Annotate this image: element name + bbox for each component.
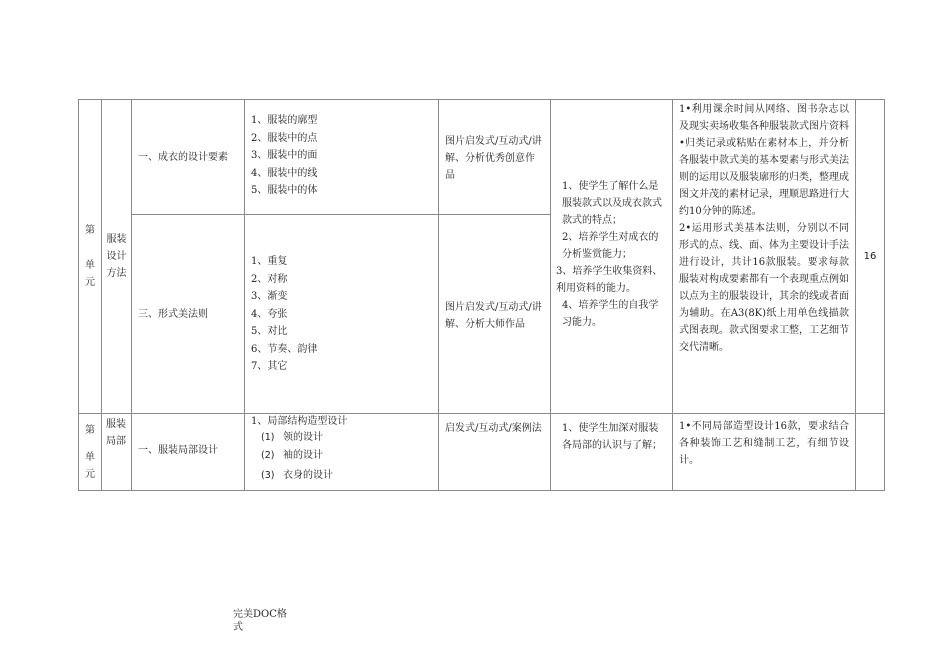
content-sublist	[245, 429, 438, 485]
unit-label-char: 单	[85, 259, 95, 271]
goals-cell	[551, 100, 673, 414]
method-text: 图片启发式/互动式/讲解、分析大师作品	[445, 302, 542, 330]
course-plan-table	[78, 99, 885, 491]
content-item: 1、重复	[251, 256, 288, 267]
content-item: 4、夸张	[251, 308, 288, 320]
tasks-cell	[673, 100, 856, 414]
goal-item: 3、培养学生收集资料、利用资料的能力。	[556, 266, 663, 294]
goals-cell	[551, 414, 673, 491]
content-item: 7、其它	[251, 361, 288, 372]
content-cell	[245, 215, 439, 414]
hours-cell	[856, 100, 885, 414]
footer-line: 完美DOC格	[233, 609, 287, 620]
section-label-line: 方法	[106, 267, 127, 279]
unit1-section-cell	[102, 100, 132, 414]
content-subitem: (2) 袖的设计	[261, 449, 323, 461]
footer-line: 式	[233, 622, 243, 633]
topic-cell	[132, 215, 245, 414]
content-item: 4、服装中的线	[251, 167, 318, 179]
section-label-line: 设计	[106, 250, 127, 262]
unit-label-char: 第	[85, 224, 95, 236]
unit2-row-parts-design	[79, 414, 885, 491]
content-cell	[245, 100, 439, 215]
goal-item: 1、使学生了解什么是服装款式以及成衣款式款式的特点；	[562, 181, 662, 226]
method-cell	[439, 100, 551, 215]
unit-label-char: 元	[85, 276, 95, 288]
content-subitem: (3) 衣身的设计	[261, 470, 333, 481]
content-item: 6、节奏、韵律	[251, 343, 318, 355]
topic-title: 三、形式美法则	[138, 308, 208, 320]
hours-value: 16	[863, 251, 877, 262]
content-item: 1、服装的廓型	[251, 115, 318, 126]
task-item: 2•运用形式美基本法则，分别以不同形式的点、线、面、体为主要设计手法进行设计，共计16款服装。要求每款服装对构成要素都有一个表现重点例如以点为主的服装设计，其余的线或者面为辅助。在A3(8K)纸上用单色线描款式图表现。款式图要求工整，工艺细节交代清晰。	[679, 223, 849, 353]
unit-label-char: 第	[85, 424, 95, 436]
task-item: 1•利用课余时间从网络、图书杂志以及现实卖场收集各种服装款式图片资料•归类记录或粘贴在素材本上，并分析各服装中款式美的基本要素与形式美法则的运用以及服装廓形的归类，整理成图文并茂的素材记录，理顺思路进行大约10分钟的陈述。	[679, 104, 849, 217]
content-title: 1、局部结构造型设计	[251, 416, 348, 427]
goal-item: 4、培养学生的自我学习能力。	[562, 300, 659, 328]
content-item: 3、渐变	[251, 291, 288, 302]
method-text: 图片启发式/互动式/讲解、分析优秀创意作品	[445, 136, 542, 181]
content-item: 2、服装中的点	[251, 132, 318, 144]
method-text: 启发式/互动式/案例法	[445, 423, 542, 434]
tasks-cell	[673, 414, 856, 491]
unit2-label-cell	[79, 414, 102, 491]
hours-cell	[856, 414, 885, 491]
footer-note	[233, 608, 301, 634]
content-item: 5、服装中的体	[251, 185, 318, 196]
section-label-line: 服装	[106, 419, 126, 430]
goal-item: 1、使学生加深对服装各局部的认识与了解；	[562, 423, 662, 451]
topic-title: 一、服装局部设计	[138, 445, 218, 456]
content-subitem: (1) 领的设计	[261, 432, 323, 443]
content-item: 3、服装中的面	[251, 150, 318, 161]
topic-title: 一、成衣的设计要素	[138, 151, 228, 163]
content-list	[245, 215, 438, 376]
goal-item: 2、培养学生对成衣的分析鉴赏能力；	[562, 232, 659, 260]
content-item: 2、对称	[251, 273, 288, 285]
content-list	[245, 100, 438, 200]
content-item: 5、对比	[251, 326, 288, 337]
topic-cell	[132, 100, 245, 215]
method-cell	[439, 414, 551, 491]
topic-cell	[132, 414, 245, 491]
method-cell	[439, 215, 551, 414]
task-item: 1•不同局部造型设计16款，要求结合各种装饰工艺和缝制工艺，有细节设计。	[679, 421, 849, 466]
section-label-line: 局部	[106, 436, 126, 447]
unit-label-char: 元	[85, 468, 95, 480]
unit1-row-design-elements	[79, 100, 885, 215]
unit2-section-cell	[102, 414, 132, 491]
section-label-line: 服装	[106, 233, 127, 245]
content-cell	[245, 414, 439, 491]
unit1-label-cell	[79, 100, 102, 414]
unit-label-char: 单	[85, 451, 95, 463]
